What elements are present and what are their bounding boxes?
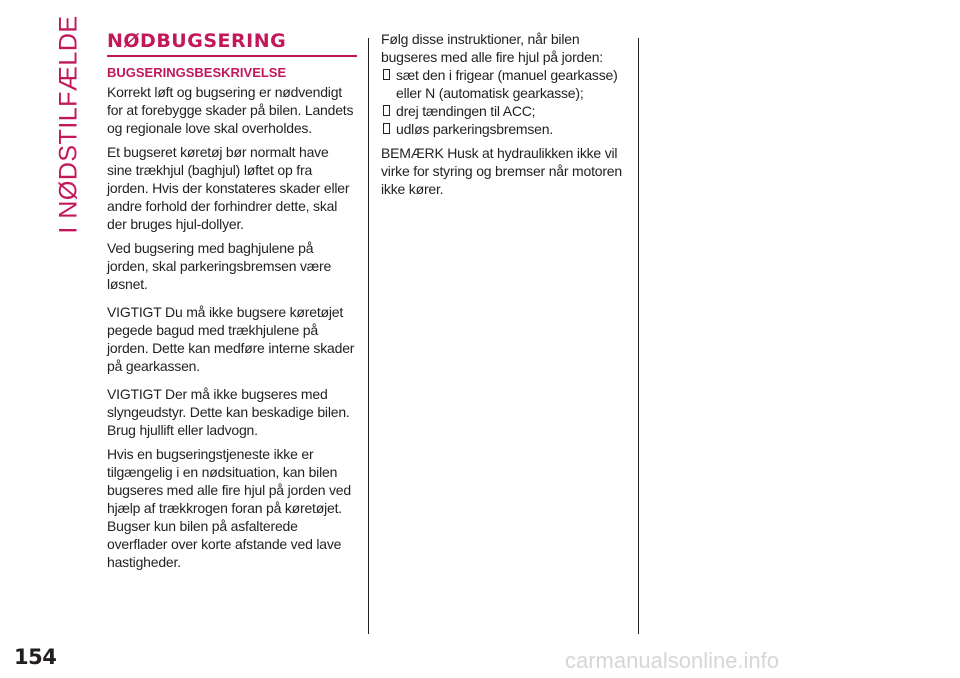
checkbox-bullet-icon [383,123,390,134]
intro-paragraph: Følg disse instruktioner, når bilen bugseres med alle fire hjul på jorden: [381,31,603,65]
column-divider [638,38,639,634]
paragraph: Hvis en bugseringstjeneste ikke er tilgængelig i en nødsituation, kan bilen bugseres med alle fire hjul på jorden ved hjælp af trækkrogen foran på køretøjet. Bugser kun bilen på asfalterede overflader over korte afstande ved lave hastigheder. [107,446,351,570]
checkbox-bullet-icon [383,69,390,80]
column-divider [368,38,369,634]
list-item [381,66,631,102]
section-subheading: BUGSERINGSBESKRIVELSE [107,65,287,80]
note-paragraph: BEMÆRK Husk at hydraulikken ikke vil virke for styring og bremser når motoren ikke kører. [381,145,622,197]
right-column [381,30,631,204]
paragraph: Et bugseret køretøj bør normalt have sine trækhjul (baghjul) løftet op fra jorden. Hvis der konstateres skader eller andre forhold der forhindrer dette, skal der bruges hjul-dollyer. [107,144,350,232]
list-item [381,120,631,138]
page-title: NØDBUGSERING [107,30,357,57]
watermark: carmanualsonline.info [565,648,780,673]
list-item-text: drej tændingen til ACC; [396,103,536,119]
warning-paragraph: VIGTIGT Der må ikke bugseres med slyngeudstyr. Dette kan beskadige bilen. Brug hjullift eller ladvogn. [107,386,350,438]
paragraph: Ved bugsering med baghjulene på jorden, skal parkeringsbremsen være løsnet. [107,240,332,292]
list-item-text: sæt den i frigear (manuel gearkasse) eller N (automatisk gearkasse); [396,67,618,101]
list-item-text: udløs parkeringsbremsen. [396,121,554,137]
section-side-label [52,14,86,234]
warning-paragraph: VIGTIGT Du må ikke bugsere køretøjet pegede bagud med trækhjulene på jorden. Dette kan medføre interne skader på gearkassen. [107,304,355,374]
paragraph: Korrekt løft og bugsering er nødvendigt for at forebygge skader på bilen. Landets og regionale love skal overholdes. [107,84,354,136]
section-label-text: I NØDSTILFÆLDE [54,14,83,234]
left-column [107,30,357,577]
list-item [381,102,631,120]
page-number: 154 [14,645,57,669]
checkbox-bullet-icon [383,105,390,116]
